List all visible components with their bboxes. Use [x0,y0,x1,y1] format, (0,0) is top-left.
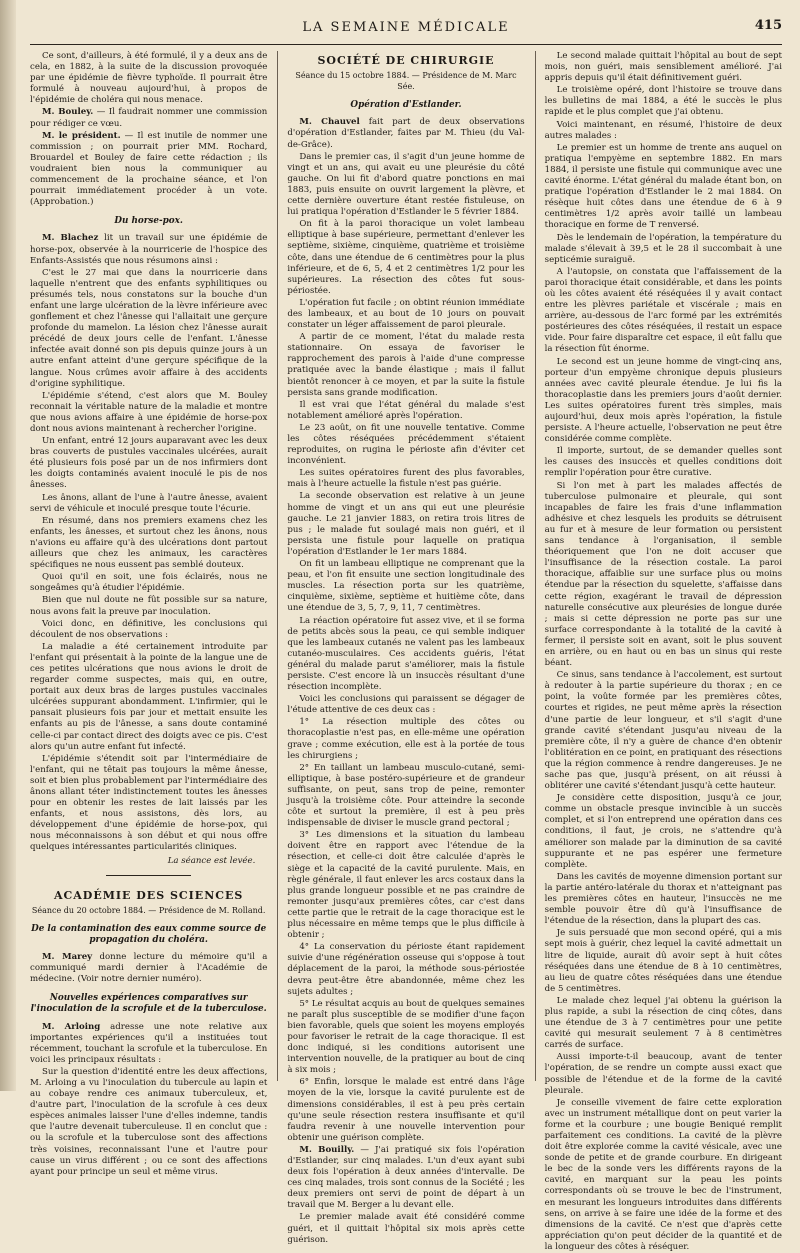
paragraph: On fit à la paroi thoracique un volet lambeau elliptique à base supérieure, permettant d'enlever les septième, sixième, cinquième, quatrième et troisième côte, dans une étendue de 6 centimètres pour la plus inférieure, et de 6, 5, 4 et 2 centimètres 1/2 pour les supérieures. La résection des côtes fut sous-périostée. [287,219,525,296]
paragraph: Je conseille vivement de faire cette exploration avec un instrument métallique dont on peut varier la forme et la courbure ; une bougie Beniqué remplit parfaitement ces conditions. La cavité de la plèvre doit être explorée comme la cavité vésicale, avec une sonde de petite et de grande courbure. En dirigeant le bec de la sonde vers les différents rayons de la cavité, en marquant sur la peau les points correspondants où se trouve le bec de l'instrument, en mesurant les longueurs introduites dans différents sens, on arrive à se faire une idée de la forme et des dimensions de la cavité. Ce n'est que d'après cette appréciation qu'on peut décider de la quantité et de la longueur des côtes à réséquer. [544,1097,782,1252]
speech: lit un travail sur une épidémie de horse-pox, observée à la nourricerie de l'hospice des Enfants-Assistés que nous résumons ainsi : [30,233,268,266]
paragraph: Si l'on met à part les malades affectés de tuberculose pulmonaire et pleurale, qui sont incapables de faire les frais d'une inflammation adhésive et chez lesquels les produits se détruisent au fur et à mesure de leur formation ou persistent sans tendance à l'organisation, il semble théoriquement que l'on ne doit accuser que l'insuffisance de la résection costale. La paroi thoracique, affaiblie sur une surface plus ou moins étendue par la résection du squelette, s'affaisse dans cette région, exagérant le travail de dépression naturelle consécutive aux pleurésies de longue durée ; mais si cette dépression ne porte pas sur une surface correspondante à la totalité de la cavité à fermer, il persiste soit en avant, soit le plus souvent en arrière, ou en haut ou en bas un sinus qui reste béant. [544,480,782,669]
paragraph: Le premier est un homme de trente ans auquel on pratiqua l'empyème en septembre 1882. En mars 1884, il persiste une fistule qui communique avec une cavité énorme. L'état général du malade étant bon, on pratique l'opération d'Estlander le 2 mai 1884. On résèque huit côtes dans une étendue de 6 à 9 centimètres 1/2 après avoir taillé un lambeau thoracique en forme de T renversé. [544,142,782,231]
column-left [30,51,268,1177]
paragraph: La réaction opératoire fut assez vive, et il se forma de petits abcès sous la peau, ce qui semble indiquer que les lambeaux cutanés ne valent pas les lambeaux cutanéo-musculaires. Ces accidents guéris, l'état général du malade parut s'améliorer, mais la fistule persiste. C'est encore là un insuccès résultant d'une résection incomplète. [287,615,525,693]
session-closing: La séance est levée. [167,855,256,866]
paragraph: Voici donc, en définitive, les conclusions qui découlent de nos observations : [30,618,268,640]
paragraph: Ce sont, d'ailleurs, à été formulé, il y a deux ans de cela, en 1882, à la suite de la discussion provoquée par une épidémie de fièvre typhoïde. Il pourrait être formulé à nouveau aujourd'hui, à propos de l'épidémie de choléra qui nous menace. [30,51,268,106]
paragraph: Le premier malade avait été considéré comme guéri, et il quittait l'hôpital six mois après cette guérison. [287,1212,525,1245]
speech: fait part de deux observations d'opération d'Estlander, faites par M. Thieu (du Val-de-Grâce). [287,117,525,150]
paragraph: Le troisième opéré, dont l'histoire se trouve dans les bulletins de mai 1884, a été le succès le plus rapide et le plus complet que j'ai obtenu. [544,85,782,118]
paragraph: En résumé, dans nos premiers examens chez les enfants, les ânesses, et surtout chez les ânons, nous n'avions eu affaire qu'à des ulcérations dont partout ailleurs que chez les animaux, les caractères spécifiques ne nous eussent pas semblé douteux. [30,515,268,571]
paragraph: L'épidémie s'étend, c'est alors que M. Bouley reconnait la véritable nature de la maladie et montre que nous avions affaire à une épidémie de horse-pox dont nous avions maintenant à rechercher l'origine. [30,390,268,434]
subheading: De la contamination des eaux comme source de propagation du choléra. [31,923,267,945]
paragraph: On fit un lambeau elliptique ne comprenant que la peau, et l'on fit ensuite une section longitudinale des muscles. La résection porta sur les quatrième, cinquième, sixième, septième et huitième côte, dans une étendue de 3, 5, 7, 9, 11, 7 centimètres. [287,559,525,614]
paragraph: 1° La résection multiple des côtes ou thoracoplastie n'est pas, en elle-même une opération grave ; comme exécution, elle est à la portée de tous les chirurgiens ; [287,717,525,761]
section-title: ACADÉMIE DES SCIENCES [53,888,244,902]
paragraph [287,117,524,150]
paragraph: Le second est un jeune homme de vingt-cinq ans, porteur d'un empyème chronique depuis plusieurs années avec cavité pleurale étendue. Je lui fis la thoracoplastie dans les premiers jours d'août dernier. Les suites opératoires furent très simples, mais aujourd'hui, deux mois après l'opération, la fistule persiste. A l'heure actuelle, l'observation ne peut être considérée comme complète. [544,356,782,445]
page-spine [0,0,16,1091]
paragraph: Dans le premier cas, il s'agit d'un jeune homme de vingt et un ans, qui avait eu une pleurésie du côté gauche. On lui fit d'abord quatre ponctions en mai 1883, puis ensuite on ouvrit largement la plèvre, et cette dernière ouverture étant restée fistuleuse, on lui pratiqua l'opération d'Estlander le 5 février 1884. [287,151,525,218]
paragraph: A partir de ce moment, l'état du malade resta stationnaire. On essaya de favoriser le rapprochement des parois à l'aide d'une compresse pratiquée avec la bande élastique ; mais il fallut bientôt renoncer à ce moyen, et par la suite la fistule persista sans grande modification. [287,332,525,398]
paragraph: 6° Enfin, lorsque le malade est entré dans l'âge moyen de la vie, lorsque la cavité purulente est de dimensions considérables, il est à peu près certain qu'une seule résection restera insuffisante et qu'il faudra revenir à une nouvelle intervention pour obtenir une guérison complète. [287,1077,525,1143]
paragraph: L'opération fut facile ; on obtint réunion immédiate des lambeaux, et au bout de 10 jours on pouvait constater un léger affaissement de paroi pleurale. [287,297,525,331]
paragraph: Les suites opératoires furent des plus favorables, mais à l'heure actuelle la fistule n'est pas guérie. [287,468,525,490]
paragraph: La seconde observation est relative à un jeune homme de vingt et un ans qui eut une pleurésie gauche. Le 21 janvier 1883, on retira trois litres de pus ; le malade fut soulagé mais non guéri, et il persista une fistule pour laquelle on pratiqua l'opération d'Estlander le 1er mars 1884. [287,491,525,557]
paragraph: Voici maintenant, en résumé, l'histoire de deux autres malades : [544,119,782,141]
paragraph [30,1022,267,1066]
speaker-name: M. Arloing [42,1021,101,1032]
paragraph: 5° Le résultat acquis au bout de quelques semaines ne paraît plus susceptible de se modifier d'une façon bien favorable, quels que soient les moyens employés pour favoriser le retrait de la cage thoracique. Il est donc indiqué, si les conditions autorisent une intervention nouvelle, de la pratiquer au bout de cinq à six mois ; [287,998,525,1076]
paragraph: Je suis persuadé que mon second opéré, qui a mis sept mois à guérir, chez lequel la cavité admettait un litre de liquide, aurait dû avoir sept à huit côtes réséquées dans une étendue de 8 à 10 centimètres, au lieu de quatre côtes réséquées dans une étendue de 5 centimètres. [544,928,782,994]
paragraph: Je considère cette disposition, jusqu'à ce jour, comme un obstacle presque invincible à un succès complet, et si l'on entreprend une opération dans ces conditions, il faut, je crois, ne s'attendre qu'à améliorer son malade par la diminution de sa cavité suppurante et ne pas espérer une fermeture complète. [544,793,782,870]
speech: — Il est inutile de nommer une commission ; on pourrait prier MM. Rochard, Brouardel et Bouley de faire cette rédaction ; ils voudraient bien nous la communiquer au commencement de la prochaine séance, et l'on pourrait immédiatement procéder à un vote. (Approbation.) [30,130,268,208]
subheading: Opération d'Estlander. [350,100,462,111]
journal-title: LA SEMAINE MÉDICALE [302,20,510,35]
paragraph: Les ânons, allant de l'une à l'autre ânesse, avaient servi de véhicule et inoculé presque toute l'écurie. [30,492,268,514]
section-divider [106,875,191,876]
paragraph: Il importe, surtout, de se demander quelles sont les causes des insuccès et quelles conditions doit remplir l'opération pour être curative. [544,446,782,479]
speaker-name: M. le président. [42,130,121,141]
paragraph: Dès le lendemain de l'opération, la température du malade s'élevait à 39,5 et le 28 il succombait à une septicémie suraiguë. [544,232,782,265]
speaker-name: M. Bouley. [42,107,94,118]
paragraph: Dans les cavités de moyenne dimension portant sur la partie antéro-latérale du thorax et n'atteignant pas les premières côtes en hauteur, l'insuccès ne me semble pouvoir être dû qu'à l'insuffisance de l'étendue de la résection, dans la plupart des cas. [544,871,782,927]
speech: — Il faudrait nommer une commission pour rédiger ce vœu. [30,107,268,129]
paragraph: Le 23 août, on fit une nouvelle tentative. Comme les côtes réséquées précédemment s'étaient reproduites, on rugina le périoste afin d'éviter cet inconvénient. [287,422,525,467]
speech: donne lecture du mémoire qu'il a communiqué mardi dernier à l'Académie de médecine. (Voir notre dernier numéro). [30,952,268,985]
column-middle [277,51,525,1245]
session-info: Séance du 15 octobre 1884. — Présidence de M. Marc Sée. [295,71,517,92]
speaker-name: M. Chauvel [299,117,360,128]
paragraph: Un enfant, entré 12 jours auparavant avec les deux bras couverts de pustules vaccinales ulcérées, aurait été plusieurs fois posé par un de nos infirmiers dont les doigts contaminés avaient inoculé le pis de nos ânesses. [30,436,268,491]
speaker-name: M. Marey [42,952,93,963]
paragraph: Voici les conclusions qui paraissent se dégager de l'étude attentive de ces deux cas : [287,694,525,716]
text-columns [30,51,782,1252]
page-number: 415 [754,18,782,33]
paragraph: L'épidémie s'étendit soit par l'intermédiaire de l'enfant, qui ne têtait pas toujours la même ânesse, soit et bien plus probablement par l'intermédiaire des ânons allant téter indistinctement toutes les ânesses pour en obtenir les restes de lait laissés par les enfants, et nous assistons, dès lors, au développement d'une épidémie de horse-pox, qui nous méconnaissons à son début et qui nous offre quelques intéressantes particularités cliniques. [30,753,268,853]
paragraph: Le second malade quittait l'hôpital au bout de sept mois, non guéri, mais sensiblement amélioré. J'ai appris depuis qu'il était définitivement guéri. [544,51,782,84]
paragraph [30,952,267,985]
paragraph [30,131,267,209]
speech: — J'ai pratiqué six fois l'opération d'Estlander, sur cinq malades. L'un d'eux ayant subi deux fois l'opération à deux années d'intervalle. De ces cinq malades, trois sont connus de la Société ; les deux premiers ont servi de point de départ à un travail que M. Berger a lu devant elle. [287,1144,525,1211]
section-title: SOCIÉTÉ DE CHIRURGIE [317,54,495,67]
paragraph: Bien que nul doute ne fût possible sur sa nature, nous avons fait la preuve par inoculation. [30,595,268,617]
paragraph: Sur la question d'identité entre les deux affections, M. Arloing a vu l'inoculation du tubercule au lapin et au cobaye rendre ces animaux tuberculeux, et, d'autre part, l'inoculation de la scrofule à ces deux espèces animales laisser l'une d'elles indemne, tandis que l'autre devenait tuberculeuse. Il en conclut que : ou la scrofule et la tuberculose sont des affections très voisines, reconnaissant l'une et l'autre pour cause un virus différent ; ou ce sont des affections ayant pour principe un seul et même virus. [30,1066,268,1177]
paragraph: Quoi qu'il en soit, une fois éclairés, nous ne songeâmes qu'à étudier l'épidémie. [30,572,268,594]
running-header [30,14,782,45]
subheading: Du horse-pox. [114,216,183,227]
paragraph: Aussi importe-t-il beaucoup, avant de tenter l'opération, de se rendre un compte aussi exact que possible de l'étendue et de la forme de la cavité pleurale. [544,1052,782,1096]
session-info: Séance du 20 octobre 1884. — Présidence de M. Rolland. [31,905,266,915]
paragraph [30,107,267,129]
paragraph: Ce sinus, sans tendance à l'accolement, est surtout à redouter à la partie supérieure du thorax ; en ce point, la voûte formée par les premières côtes, courtes et rigides, ne peut même après la résection d'une partie de leur longueur, et s'il s'agit d'une grande cavité s'étendant jusqu'au niveau de la première côte, il n'y a guère de chance d'en obtenir l'oblitération en ce point, en pratiquant des résections que la région commence à rendre dangereuses. Je ne sache pas que, jusqu'à présent, on ait réussi à oblitérer une cavité s'étendant jusqu'à cette hauteur. [544,670,782,792]
speaker-name: M. Blachez [42,233,99,244]
subheading: Nouvelles expériences comparatives sur l'inoculation de la scrofule et de la tuberculose. [30,993,267,1015]
paragraph [30,233,267,266]
paragraph: La maladie a été certainement introduite par l'enfant qui présentait à la pointe de la langue une de ces petites ulcérations que nous avions le droit de regarder comme suspectes, mais qui, en outre, portait aux deux bras de larges pustules vaccinales ulcérées suppurant abondamment. L'infirmier, qui le pansait plusieurs fois par jour et mettait ensuite les enfants au pis de l'ânesse, a sans doute contaminé celle-ci par contact direct des doigts avec ce pis. C'est alors qu'un autre enfant fut infecté. [30,641,268,752]
speech: adresse une note relative aux importantes expériences qu'il a instituées tout récemment, touchant la scrofule et la tuberculose. En voici les principaux résultats : [30,1021,268,1065]
paragraph: 3° Les dimensions et la situation du lambeau doivent être en rapport avec l'étendue de la résection, et celle-ci doit être calculée d'après le siège et la capacité de la cavité purulente. Mais, en règle générale, il faut enlever les arcs costaux dans la plus grande longueur possible et ne pas craindre de remonter jusqu'aux premières côtes, car c'est dans cette partie que le retrait de la cage thoracique est le plus nécessaire en même temps que le plus difficile à obtenir ; [287,830,525,941]
speaker-name: M. Bouilly. [299,1144,355,1155]
paragraph: A l'autopsie, on constata que l'affaissement de la paroi thoracique était considérable, et dans les points où les côtes avaient été réséquées il y avait contact entre les plèvres pariétale et viscérale ; mais en arrière, au-dessous de l'arc formé par les extrémités postérieures des côtes réséquées, il restait un espace vide. Pour faire disparaître cet espace, il eût fallu que la résection fût énorme. [544,266,782,355]
paragraph: 4° La conservation du périoste étant rapidement suivie d'une régénération osseuse qui s'oppose à tout déplacement de la paroi, la méthode sous-périostée devra peut-être être abandonnée, même chez les sujets adultes ; [287,942,525,997]
paragraph: 2° En taillant un lambeau musculo-cutané, semi-elliptique, à base postéro-supérieure et de grandeur suffisante, on peut, sans trop de peine, remonter jusqu'à la troisième côte. Pour atteindre la seconde côte et surtout la première, il est à peu près indispensable de diviser le muscle grand pectoral ; [287,762,525,829]
paragraph: Le malade chez lequel j'ai obtenu la guérison la plus rapide, a subi la résection de cinq côtes, dans une étendue de 3 à 7 centimètres pour une petite cavité qui mesurait seulement 7 à 8 centimètres carrés de surface. [544,995,782,1051]
paragraph [287,1145,524,1212]
paragraph: C'est le 27 mai que dans la nourricerie dans laquelle n'entrent que des enfants syphilitiques ou présumés tels, nous constatons sur la bouche d'un enfant une large ulcération de la lèvre inférieure avec gonflement et chez l'ânesse qui l'allaitait une gerçure profonde du mamelon. La lésion chez l'ânesse aurait précédé de deux jours celle de l'enfant. L'ânesse infectée avait donné son pis depuis quinze jours à un autre enfant atteint d'une gerçure spécifique de la langue. Nous crûmes avoir affaire à des accidents d'origine syphilitique. [30,267,268,389]
paragraph: Il est vrai que l'état général du malade s'est notablement amélioré après l'opération. [287,399,525,421]
column-right [535,51,782,1252]
